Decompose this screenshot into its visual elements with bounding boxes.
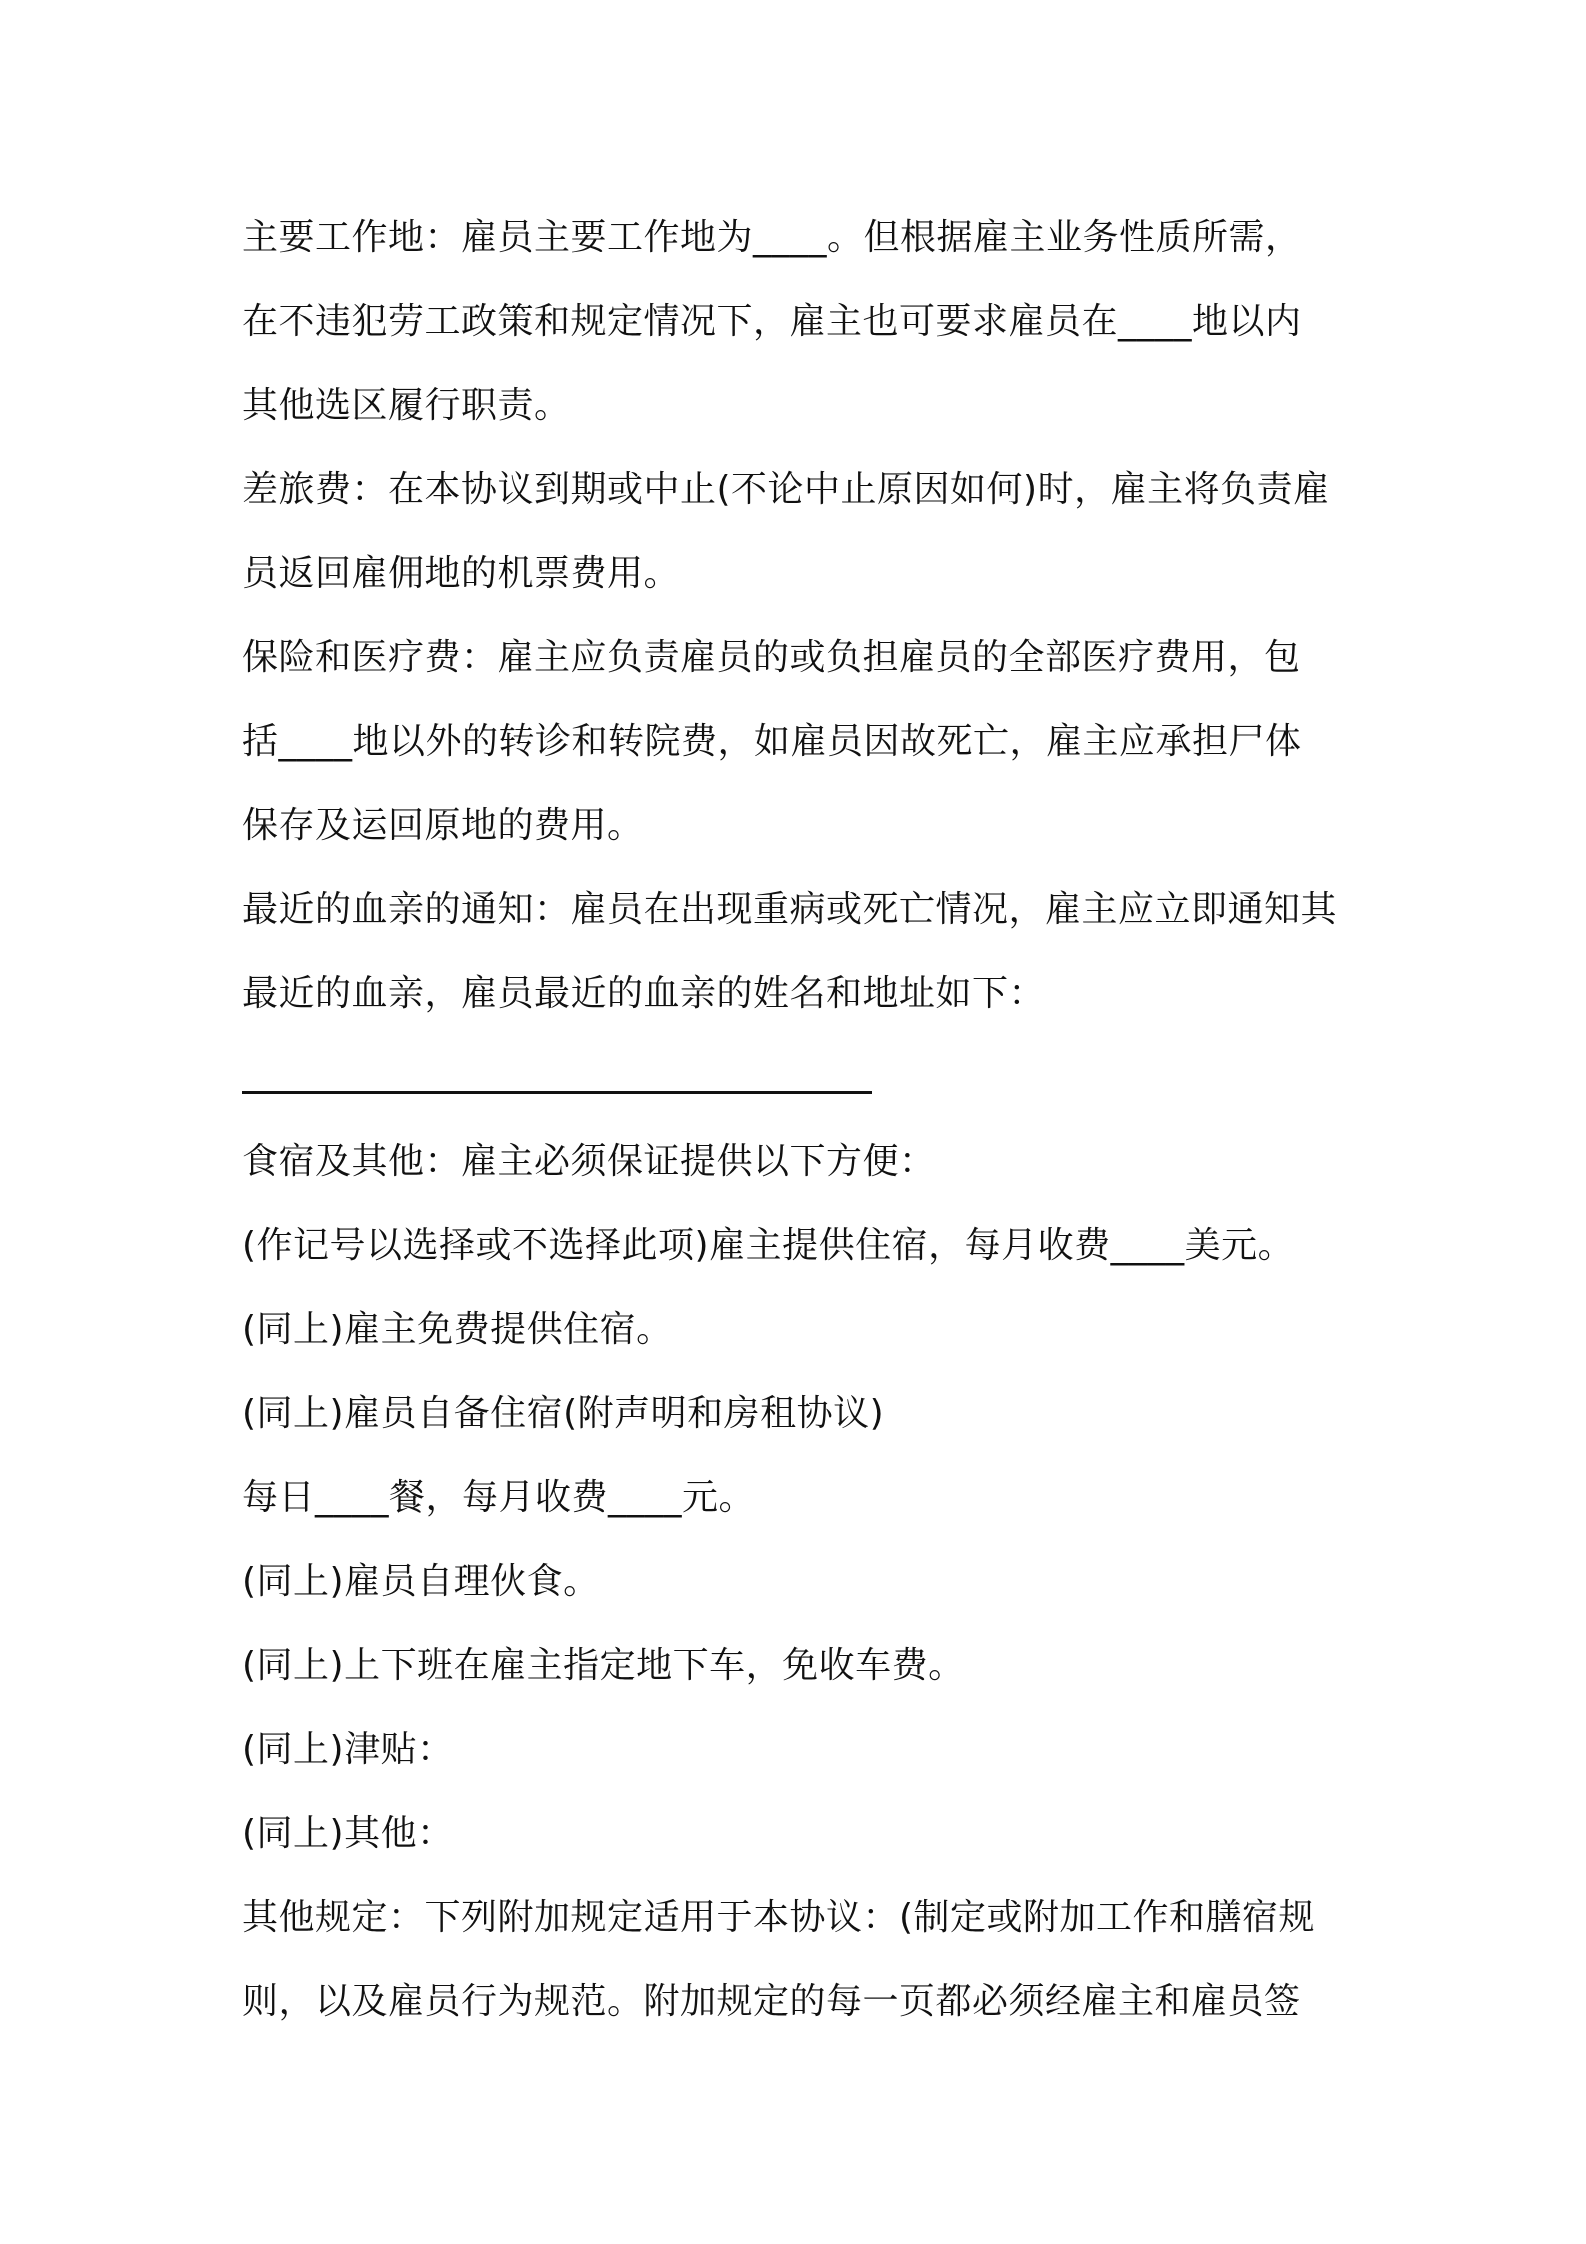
text-line: 差旅费：在本协议到期或中止(不论中止原因如何)时，雇主将负责雇 xyxy=(242,469,1330,510)
blank-fill-line xyxy=(242,1036,1362,1120)
text-line: 主要工作地：雇员主要工作地为____。但根据雇主业务性质所需， xyxy=(242,217,1302,258)
text-line: 其他规定：下列附加规定适用于本协议：(制定或附加工作和膳宿规 xyxy=(242,1897,1316,1938)
text-line: 在不违犯劳工政策和规定情况下，雇主也可要求雇员在____地以内 xyxy=(242,301,1302,342)
document-body xyxy=(242,196,1362,2044)
text-line: (同上)雇员自理伙食。 xyxy=(242,1561,600,1602)
text-line: 食宿及其他：雇主必须保证提供以下方便： xyxy=(242,1141,936,1182)
underline-rule xyxy=(242,1091,872,1094)
text-line: 员返回雇佣地的机票费用。 xyxy=(242,553,681,594)
text-line: (同上)其他： xyxy=(242,1813,454,1854)
text-line: 括____地以外的转诊和转院费，如雇员因故死亡，雇主应承担尸体 xyxy=(242,721,1302,762)
text-line: (同上)雇员自备住宿(附声明和房租协议) xyxy=(242,1393,885,1434)
text-line: 保险和医疗费：雇主应负责雇员的或负担雇员的全部医疗费用，包 xyxy=(242,637,1301,678)
text-line: 最近的血亲，雇员最近的血亲的姓名和地址如下： xyxy=(242,973,1046,1014)
text-line: 其他选区履行职责。 xyxy=(242,385,571,426)
text-line: (同上)津贴： xyxy=(242,1729,454,1770)
text-line: 则，以及雇员行为规范。附加规定的每一页都必须经雇主和雇员签 xyxy=(242,1981,1301,2022)
text-line: 最近的血亲的通知：雇员在出现重病或死亡情况，雇主应立即通知其 xyxy=(242,889,1338,930)
text-line: 每日____餐，每月收费____元。 xyxy=(242,1477,756,1518)
text-line: (同上)上下班在雇主指定地下车，免收车费。 xyxy=(242,1645,965,1686)
text-line: (作记号以选择或不选择此项)雇主提供住宿，每月收费____美元。 xyxy=(242,1225,1295,1266)
text-line: (同上)雇主免费提供住宿。 xyxy=(242,1309,673,1350)
text-line: 保存及运回原地的费用。 xyxy=(242,805,644,846)
